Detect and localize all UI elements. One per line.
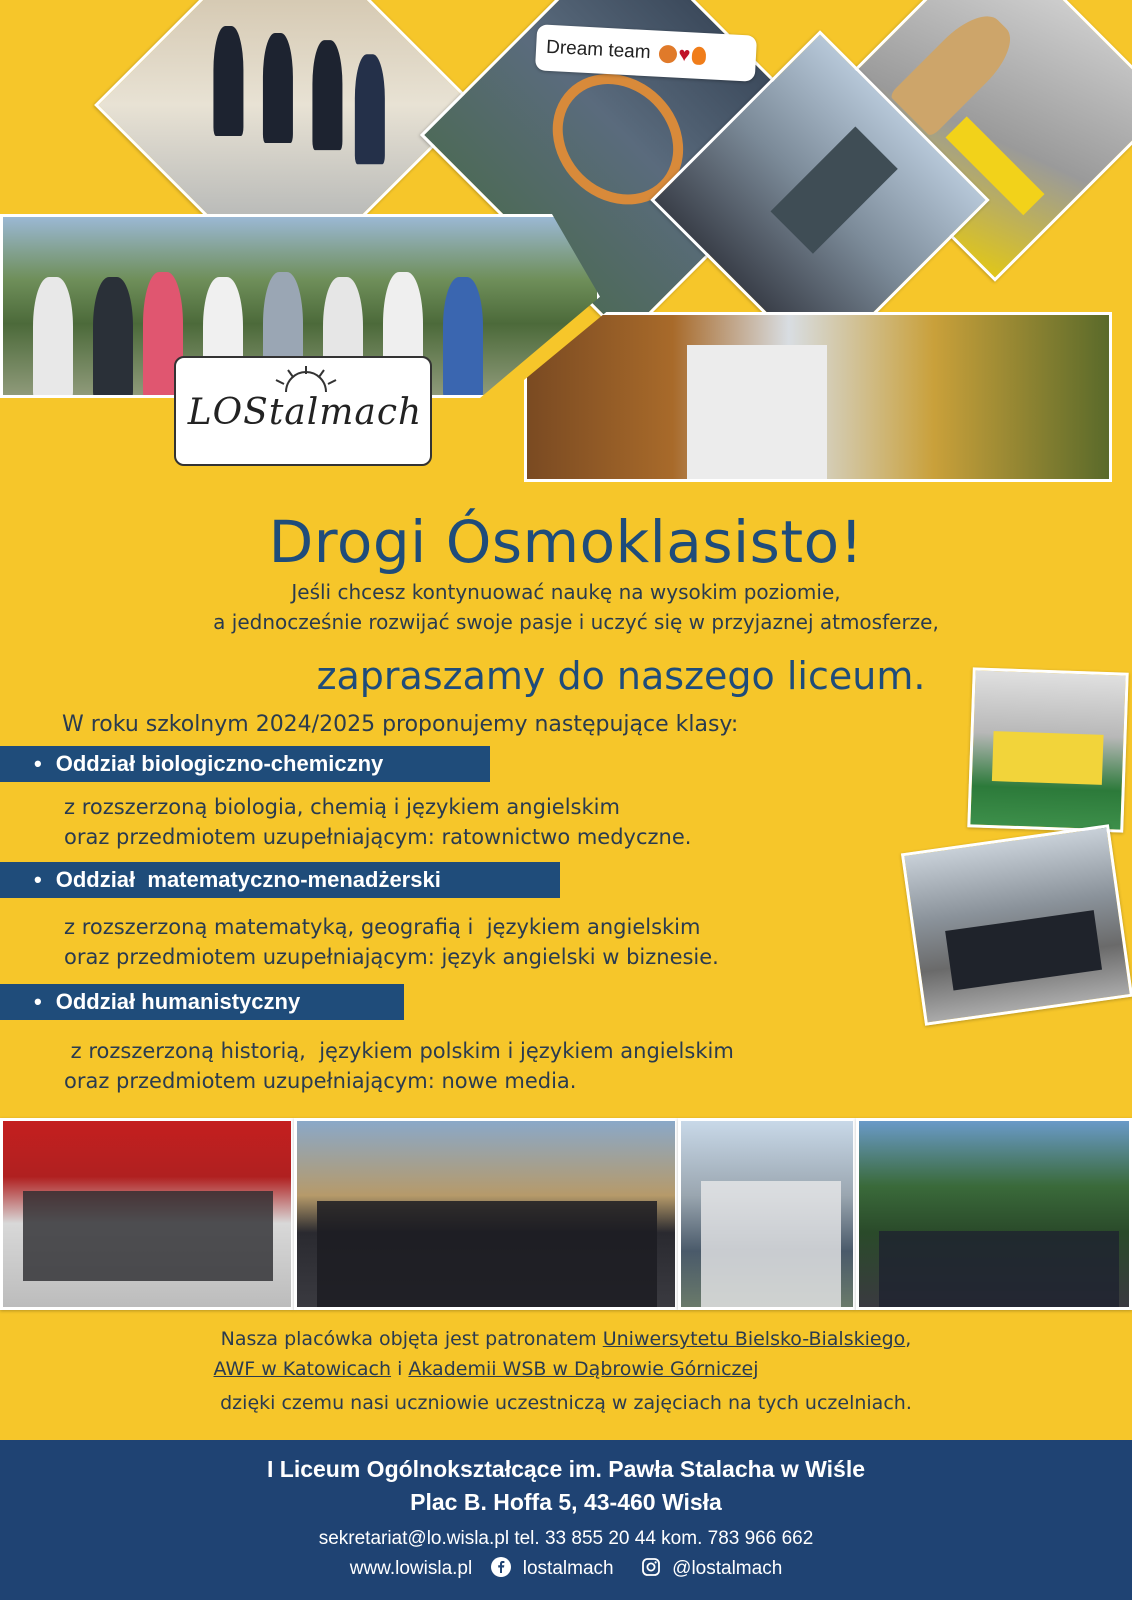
photo-barcelona-group — [294, 1118, 678, 1310]
footer — [0, 1440, 1132, 1600]
heart-icon: ♥ — [677, 43, 691, 66]
class-desc-line: oraz przedmiotem uzupełniającym: ratownictwo medyczne. — [64, 825, 692, 849]
link-akademia-wsb[interactable]: Akademii WSB w Dąbrowie Górniczej — [408, 1358, 759, 1380]
class-band-humanities — [0, 984, 404, 1020]
invite-heading — [0, 654, 1132, 698]
class-desc-line: z rozszerzoną matematyką, geografią i językiem angielskim — [64, 915, 701, 939]
school-address: Plac B. Hoffa 5, 43-460 Wisła — [410, 1489, 722, 1515]
patronage-comma: , — [905, 1328, 912, 1350]
photo-stadium-group — [901, 824, 1132, 1026]
class-desc-humanities — [64, 1036, 734, 1096]
patronage-line-1 — [0, 1328, 1132, 1350]
photo-basketball-team — [967, 667, 1128, 832]
intro-line-1: Jeśli chcesz kontynuować naukę na wysokim poziomie, — [291, 580, 841, 604]
facebook-icon — [491, 1557, 511, 1577]
class-name: Oddział matematyczno-menadżerski — [55, 867, 441, 892]
instagram-icon — [641, 1557, 661, 1577]
class-desc-line: oraz przedmiotem uzupełniającym: nowe media. — [64, 1069, 577, 1093]
invite-text: zapraszamy do naszego liceum. — [316, 654, 926, 698]
patronage-line-2 — [0, 1358, 1132, 1380]
class-band-bio-chem — [0, 746, 490, 782]
patronage-text: Nasza placówka objęta jest patronatem — [220, 1328, 603, 1350]
class-name: Oddział humanistyczny — [55, 989, 301, 1014]
photo-school-building — [524, 312, 1112, 482]
patronage-and: i — [391, 1358, 409, 1380]
school-logo — [174, 356, 432, 466]
link-uniwersytet-bielsko-bialski[interactable]: Uniwersytetu Bielsko-Bialskiego — [602, 1328, 906, 1350]
bullet-icon: • — [34, 989, 42, 1014]
class-desc-line: z rozszerzoną historią, językiem polskim i językiem angielskim — [64, 1039, 734, 1063]
class-desc-math-mgmt — [64, 912, 719, 972]
class-desc-line: z rozszerzoną biologia, chemią i językiem angielskim — [64, 795, 620, 819]
website-link[interactable]: www.lowisla.pl — [349, 1558, 473, 1579]
link-awf-katowice[interactable]: AWF w Katowicach — [213, 1358, 392, 1380]
photo-fire-station — [0, 1118, 294, 1310]
social-line — [0, 1557, 1132, 1580]
dream-team-label: Dream team ♥ — [535, 24, 757, 81]
intro-line-2: a jednocześnie rozwijać swoje pasje i uczyć się w przyjaznej atmosferze, — [213, 610, 939, 634]
class-desc-bio-chem — [64, 792, 691, 852]
school-year-line: W roku szkolnym 2024/2025 proponujemy następujące klasy: — [62, 712, 739, 737]
bullet-icon: • — [34, 751, 42, 776]
fire-icon — [692, 46, 707, 65]
school-name: I Liceum Ogólnokształcące im. Pawła Stalacha w Wiśle — [266, 1456, 865, 1482]
basketball-icon — [658, 45, 677, 64]
class-desc-line: oraz przedmiotem uzupełniającym: język angielski w biznesie. — [64, 945, 719, 969]
contact-line: sekretariat@lo.wisla.pl tel. 33 855 20 44 kom. 783 966 662 — [318, 1528, 814, 1549]
facebook-link[interactable]: lostalmach — [522, 1558, 614, 1579]
logo-text: LOStalmach — [187, 392, 423, 433]
bullet-icon: • — [34, 867, 42, 892]
class-name: Oddział biologiczno-chemiczny — [55, 751, 384, 776]
patronage-line-3: dzięki czemu nasi uczniowie uczestniczą w zajęciach na tych uczelniach. — [220, 1392, 912, 1414]
photo-forest-event — [856, 1118, 1132, 1310]
page-title: Drogi Ósmoklasisto! — [268, 508, 864, 576]
sun-icon — [266, 364, 346, 394]
class-band-math-mgmt — [0, 862, 560, 898]
photo-seaside-group — [678, 1118, 856, 1310]
instagram-link[interactable]: @lostalmach — [672, 1558, 783, 1579]
